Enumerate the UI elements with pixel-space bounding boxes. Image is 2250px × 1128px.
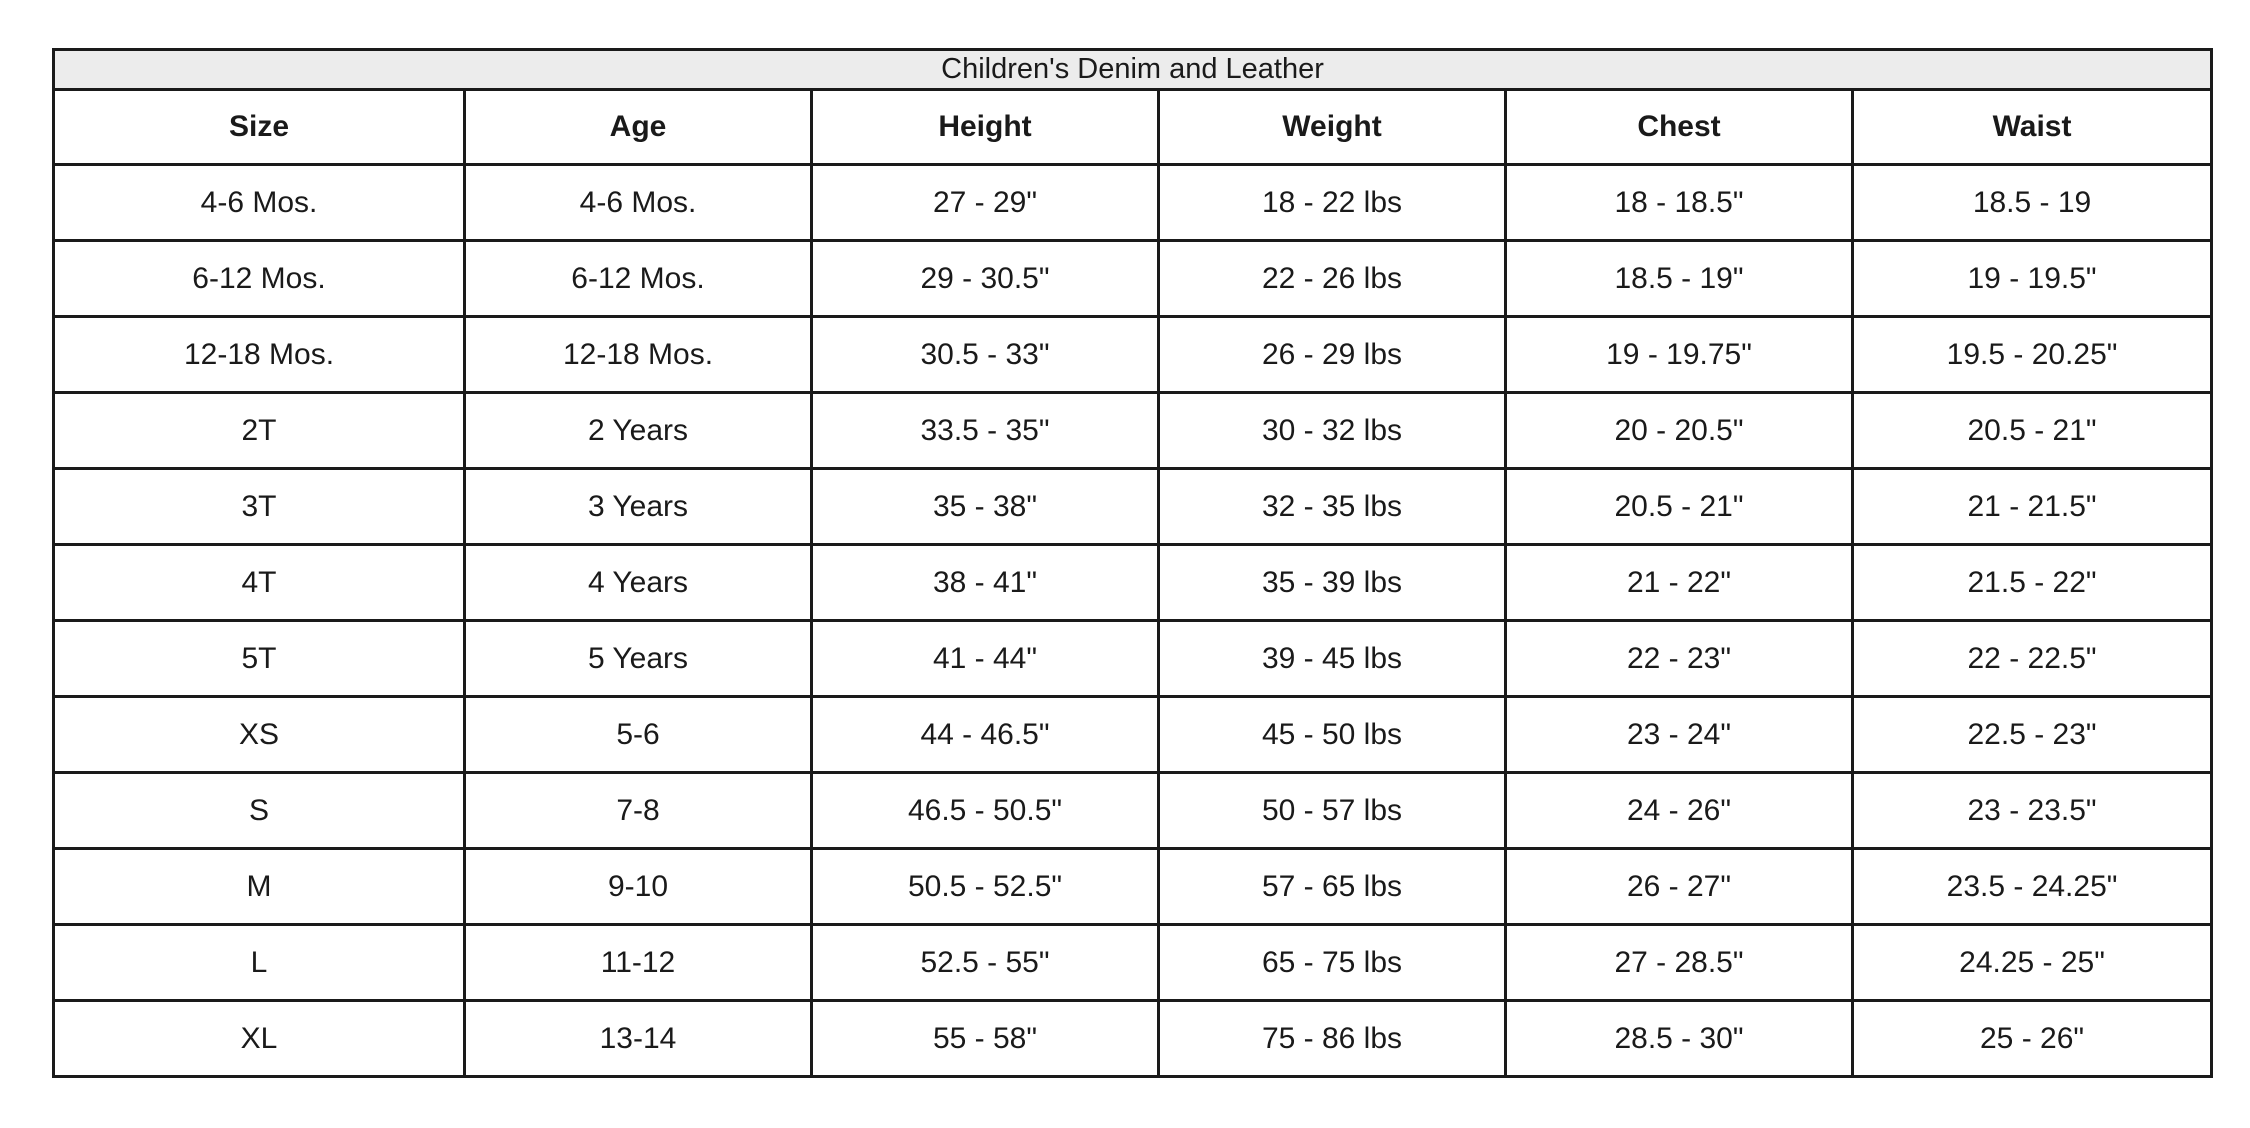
size-cell: L [54,925,465,1001]
table-row [54,621,2212,697]
chest-cell: 24 - 26" [1506,773,1853,849]
chest-cell: 28.5 - 30" [1506,1001,1853,1077]
chest-cell: 23 - 24" [1506,697,1853,773]
waist-cell: 22 - 22.5" [1853,621,2212,697]
size-cell: M [54,849,465,925]
height-cell: 46.5 - 50.5" [812,773,1159,849]
height-cell: 27 - 29" [812,165,1159,241]
waist-cell: 22.5 - 23" [1853,697,2212,773]
waist-cell: 21.5 - 22" [1853,545,2212,621]
table-row [54,697,2212,773]
waist-cell: 21 - 21.5" [1853,469,2212,545]
waist-cell: 18.5 - 19 [1853,165,2212,241]
age-cell: 5 Years [465,621,812,697]
age-cell: 2 Years [465,393,812,469]
waist-cell: 19 - 19.5" [1853,241,2212,317]
height-cell: 50.5 - 52.5" [812,849,1159,925]
size-cell: 4-6 Mos. [54,165,465,241]
height-cell: 29 - 30.5" [812,241,1159,317]
chest-cell: 22 - 23" [1506,621,1853,697]
weight-cell: 45 - 50 lbs [1159,697,1506,773]
weight-cell: 30 - 32 lbs [1159,393,1506,469]
height-cell: 38 - 41" [812,545,1159,621]
weight-cell: 65 - 75 lbs [1159,925,1506,1001]
chest-cell: 19 - 19.75" [1506,317,1853,393]
table-title: Children's Denim and Leather [54,50,2212,90]
age-cell: 13-14 [465,1001,812,1077]
size-cell: 2T [54,393,465,469]
age-cell: 9-10 [465,849,812,925]
age-cell: 4 Years [465,545,812,621]
chest-cell: 26 - 27" [1506,849,1853,925]
size-cell: S [54,773,465,849]
table-row [54,1001,2212,1077]
table-row [54,393,2212,469]
age-cell: 4-6 Mos. [465,165,812,241]
height-cell: 33.5 - 35" [812,393,1159,469]
waist-cell: 24.25 - 25" [1853,925,2212,1001]
table-row [54,241,2212,317]
table-row [54,165,2212,241]
size-cell: XL [54,1001,465,1077]
chest-cell: 18.5 - 19" [1506,241,1853,317]
waist-cell: 19.5 - 20.25" [1853,317,2212,393]
size-cell: 4T [54,545,465,621]
table-row [54,773,2212,849]
age-cell: 6-12 Mos. [465,241,812,317]
size-cell: 5T [54,621,465,697]
weight-cell: 26 - 29 lbs [1159,317,1506,393]
size-cell: 6-12 Mos. [54,241,465,317]
weight-cell: 18 - 22 lbs [1159,165,1506,241]
table-row [54,317,2212,393]
header-row [54,90,2212,165]
weight-cell: 22 - 26 lbs [1159,241,1506,317]
column-header-waist: Waist [1853,90,2212,165]
chest-cell: 27 - 28.5" [1506,925,1853,1001]
weight-cell: 32 - 35 lbs [1159,469,1506,545]
table-row [54,849,2212,925]
age-cell: 5-6 [465,697,812,773]
height-cell: 30.5 - 33" [812,317,1159,393]
column-header-age: Age [465,90,812,165]
size-cell: 12-18 Mos. [54,317,465,393]
age-cell: 3 Years [465,469,812,545]
waist-cell: 23 - 23.5" [1853,773,2212,849]
age-cell: 11-12 [465,925,812,1001]
title-row [54,50,2212,90]
weight-cell: 57 - 65 lbs [1159,849,1506,925]
column-header-weight: Weight [1159,90,1506,165]
chest-cell: 20 - 20.5" [1506,393,1853,469]
chest-cell: 20.5 - 21" [1506,469,1853,545]
height-cell: 41 - 44" [812,621,1159,697]
size-cell: 3T [54,469,465,545]
height-cell: 35 - 38" [812,469,1159,545]
waist-cell: 25 - 26" [1853,1001,2212,1077]
size-chart-table [52,48,2213,1078]
table-row [54,925,2212,1001]
waist-cell: 20.5 - 21" [1853,393,2212,469]
age-cell: 12-18 Mos. [465,317,812,393]
weight-cell: 75 - 86 lbs [1159,1001,1506,1077]
weight-cell: 50 - 57 lbs [1159,773,1506,849]
age-cell: 7-8 [465,773,812,849]
waist-cell: 23.5 - 24.25" [1853,849,2212,925]
height-cell: 44 - 46.5" [812,697,1159,773]
height-cell: 52.5 - 55" [812,925,1159,1001]
weight-cell: 39 - 45 lbs [1159,621,1506,697]
column-header-height: Height [812,90,1159,165]
chest-cell: 21 - 22" [1506,545,1853,621]
column-header-size: Size [54,90,465,165]
height-cell: 55 - 58" [812,1001,1159,1077]
chest-cell: 18 - 18.5" [1506,165,1853,241]
table-row [54,469,2212,545]
table-row [54,545,2212,621]
weight-cell: 35 - 39 lbs [1159,545,1506,621]
column-header-chest: Chest [1506,90,1853,165]
size-cell: XS [54,697,465,773]
table-body [54,165,2212,1077]
